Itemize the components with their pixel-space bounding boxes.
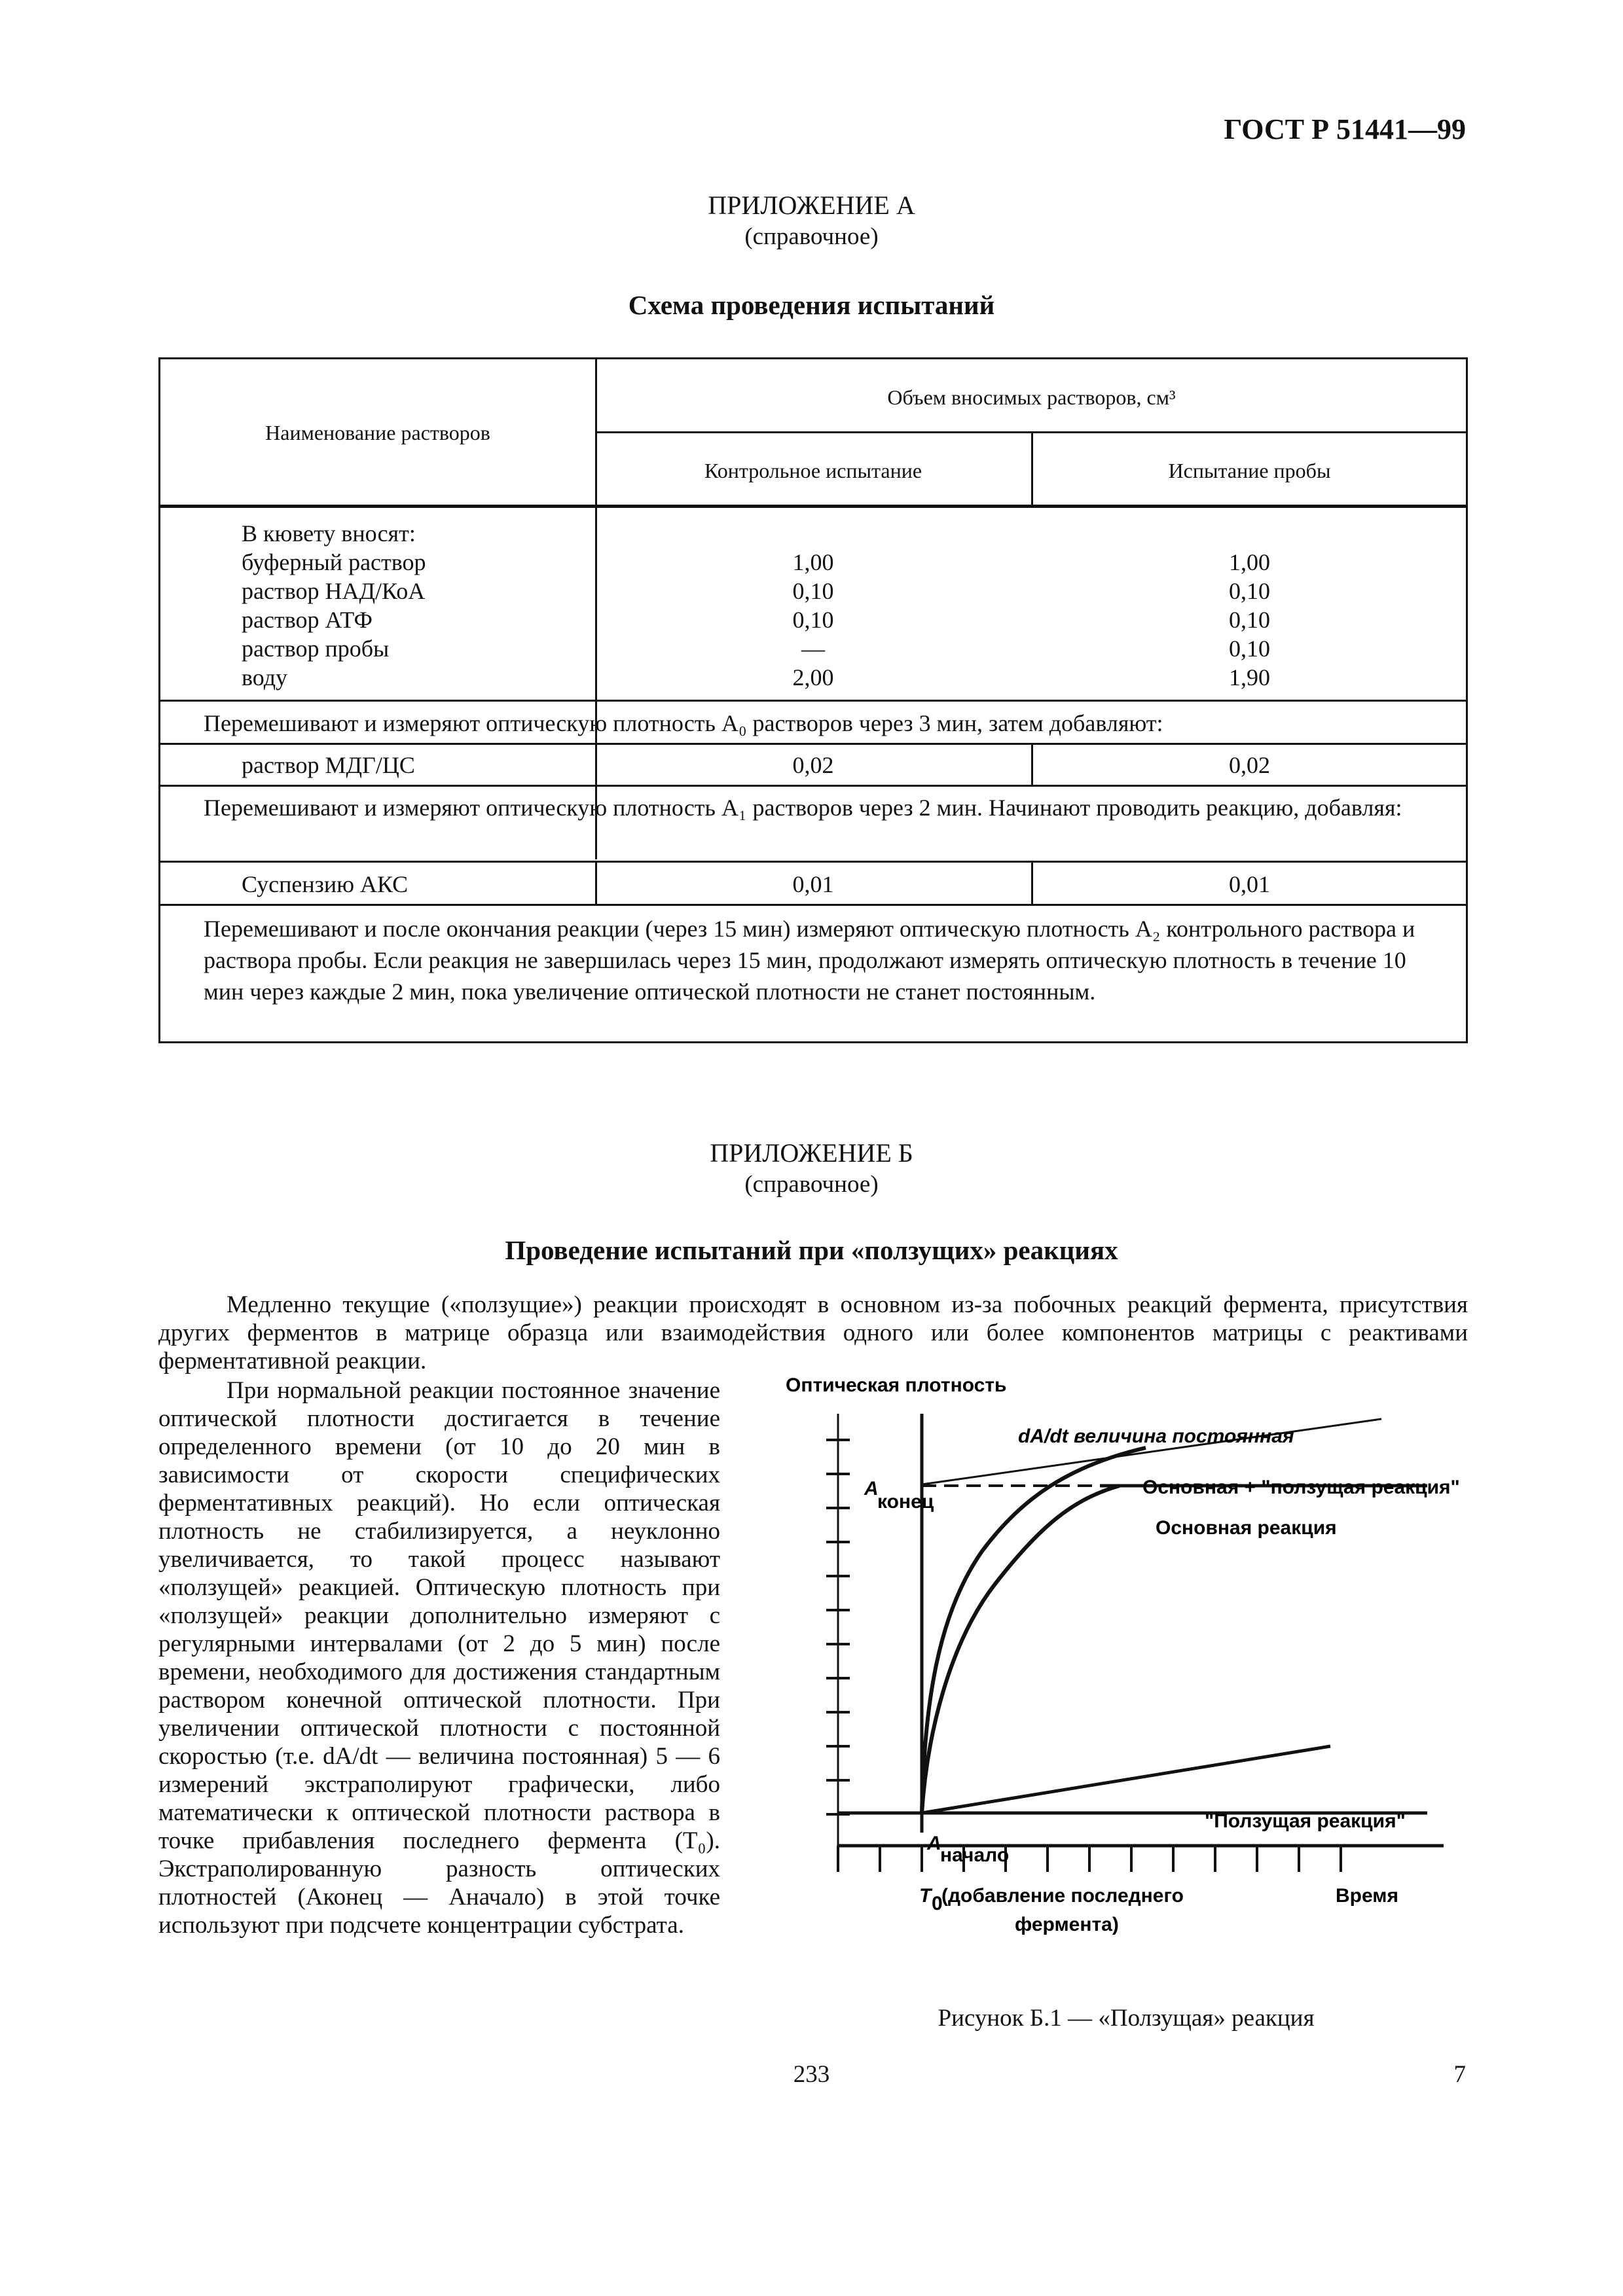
body-paragraph <box>158 1376 720 1939</box>
label-t0: T <box>919 1885 932 1907</box>
y-axis-label: Оптическая плотность <box>786 1374 1007 1396</box>
block1-names <box>242 519 589 692</box>
table-cell: раствор НАД/КоА <box>242 578 426 604</box>
table-cell: 1,00 <box>1229 549 1270 575</box>
test-scheme-table <box>158 357 1468 1043</box>
creeping-reaction-figure <box>773 1368 1480 1970</box>
table-divider <box>160 861 1468 863</box>
table-cell: — <box>801 636 825 662</box>
block1-control <box>595 519 1031 692</box>
intro-text: Медленно текущие («ползущие») реакции происходят в основном из-за побочных реакций фермента, присутствия других ферментов в матрице образца или взаимодействия одного или более компонентов матрицы с реактивами ферментативной реакции. <box>158 1291 1468 1374</box>
label-a-start: A <box>927 1833 941 1854</box>
intro-paragraph <box>158 1291 1468 1375</box>
appendix-a-heading: Схема проведения испытаний <box>628 290 995 320</box>
row2-name: раствор МДГ/ЦС <box>242 752 415 778</box>
table-note-3: Перемешивают и после окончания реакции (через 15 мин) измеряют оптическую плотность A₂ контрольного раствора и раствора пробы. Если реакция не завершилась через 15 мин, продолжают измерять оптическую плотность в течение 10 мин через каждые 2 мин, пока увеличение оптической плотности не станет постоянным. <box>204 916 1415 1005</box>
row3-control: 0,01 <box>792 871 834 897</box>
table-cell <box>1031 519 1468 548</box>
table-divider <box>160 700 1468 702</box>
row3-name: Суспензию АКС <box>242 871 409 897</box>
main-plus-creeping-curve <box>922 1448 1146 1813</box>
label-creeping-reaction: "Ползущая реакция" <box>1205 1810 1406 1832</box>
label-main-reaction: Основная реакция <box>1156 1517 1337 1539</box>
col-header-sample: Испытание пробы <box>1168 459 1331 482</box>
label-t0-sub: 0 <box>932 1893 943 1914</box>
table-cell: раствор пробы <box>242 636 390 662</box>
document-code: ГОСТ Р 51441—99 <box>1224 113 1466 145</box>
table-cell: 0,10 <box>1229 578 1270 604</box>
col-header-control: Контрольное испытание <box>704 459 922 482</box>
row2-control: 0,02 <box>792 752 834 778</box>
page-number-center: 233 <box>793 2061 830 2088</box>
label-main-plus-creeping: Основная + "ползущая реакция" <box>1142 1477 1460 1498</box>
table-cell: 2,00 <box>792 664 834 691</box>
main-reaction-curve <box>922 1486 1120 1813</box>
table-note-2: Перемешивают и измеряют оптическую плотность A₁ растворов через 2 мин. Начинают проводить реакцию, добавляя: <box>204 795 1402 821</box>
row2-sample: 0,02 <box>1229 752 1270 778</box>
label-a-start-sub: начало <box>940 1844 1010 1866</box>
appendix-a-subtitle: (справочное) <box>744 223 879 250</box>
label-a-end-sub: конец <box>877 1491 934 1513</box>
col-header-name: Наименование растворов <box>265 421 490 444</box>
table-cell: буферный раствор <box>242 549 426 575</box>
table-cell: 1,90 <box>1229 664 1270 691</box>
col-header-volume: Объем вносимых растворов, см³ <box>887 386 1176 409</box>
table-cell: В кювету вносят: <box>242 520 416 547</box>
x-axis-ticks <box>838 1846 1341 1872</box>
label-t0-description: (добавление последнего <box>941 1885 1184 1907</box>
figure-caption: Рисунок Б.1 — «Ползущая» реакция <box>938 2005 1315 2032</box>
table-cell: 0,10 <box>1229 636 1270 662</box>
table-cell: 0,10 <box>792 607 834 633</box>
table-cell: 1,00 <box>792 549 834 575</box>
appendix-a-title: ПРИЛОЖЕНИЕ А <box>708 190 915 220</box>
appendix-b-heading: Проведение испытаний при «ползущих» реакциях <box>505 1235 1118 1265</box>
creeping-reaction-line <box>922 1746 1330 1813</box>
table-cell: раствор АТФ <box>242 607 373 633</box>
table-divider <box>160 743 1468 745</box>
table-header-rule <box>160 505 1468 508</box>
label-slope: dA/dt величина постоянная <box>1018 1426 1294 1447</box>
table-cell <box>595 519 1031 548</box>
table-cell: воду <box>242 664 288 691</box>
block1-sample <box>1031 519 1468 692</box>
x-axis-label: Время <box>1336 1885 1398 1907</box>
appendix-b-title: ПРИЛОЖЕНИЕ Б <box>710 1138 913 1168</box>
table-cell: 0,10 <box>792 578 834 604</box>
appendix-b-subtitle: (справочное) <box>744 1171 879 1198</box>
body-text: При нормальной реакции постоянное значение оптической плотности достигается в течение определенного времени (от 10 до 20 мин в зависимости от скорости специфических ферментативных реакций). Но если оптическая плотность не стабилизируется, а неуклонно увеличивается, то такой процесс называют «ползущей» реакцией. Оптическую плотность при «ползущей» реакции дополнительно измеряют с регулярными интервалами (от 2 до 5 мин) после времени, необходимого для достижения стандартным раствором конечной оптической плотности. При увеличении оптической плотности с постоянной скоростью (т.е. dA/dt — величина постоянная) 5 — 6 измерений экстраполируют графически, либо математически к оптической плотности раствора в точке прибавления последнего фермента (T₀). Экстраполированную разность оптических плотностей (Aконец — Aначало) в этой точке используют при подсчете концентрации субстрата. <box>158 1377 720 1939</box>
table-note-1: Перемешивают и измеряют оптическую плотность A₀ растворов через 3 мин, затем добавляют: <box>204 710 1163 736</box>
label-t0-description-2: фермента) <box>1015 1914 1119 1935</box>
table-divider <box>160 785 1468 787</box>
label-a-end: A <box>864 1478 879 1499</box>
table-divider <box>595 431 1468 433</box>
page-number-right: 7 <box>1453 2061 1466 2088</box>
row3-sample: 0,01 <box>1229 871 1270 897</box>
table-cell: 0,10 <box>1229 607 1270 633</box>
table-divider <box>160 904 1468 906</box>
